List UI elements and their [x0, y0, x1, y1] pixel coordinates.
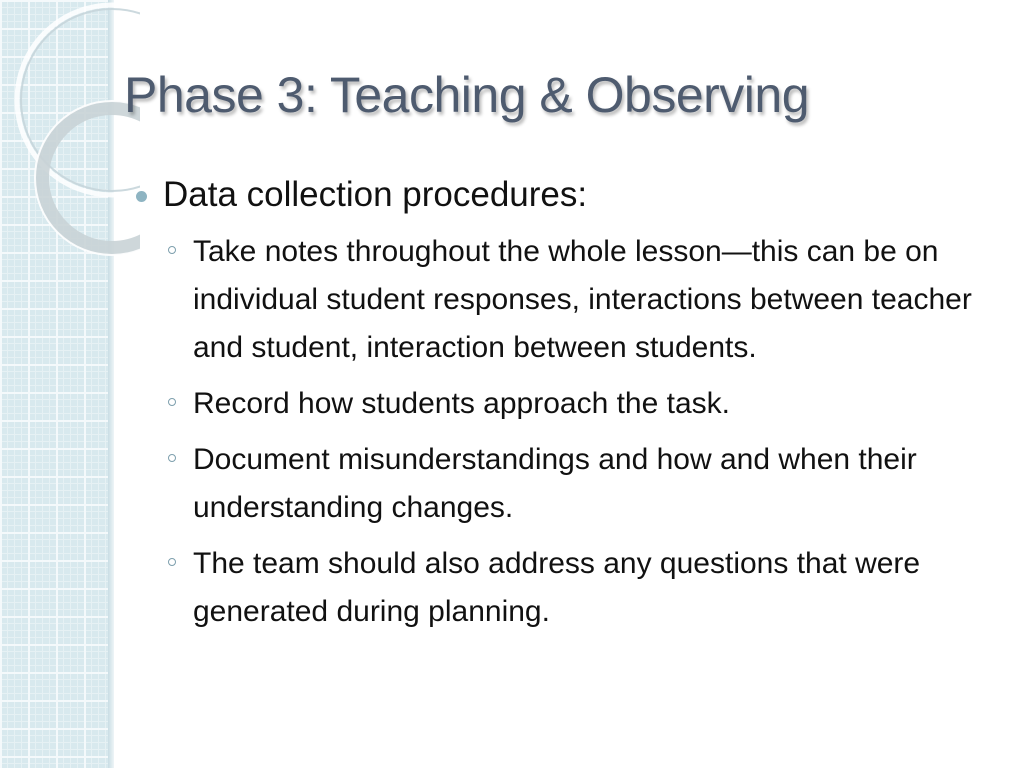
slide-content	[136, 172, 1006, 644]
bullet-ring-icon	[168, 454, 176, 462]
sub-bullet-text: The team should also address any questions that were generated during planning.	[193, 547, 921, 628]
sub-bullet	[136, 436, 1006, 532]
sub-bullet-text: Document misunderstandings and how and when their understanding changes.	[193, 443, 917, 524]
slide-title: Phase 3: Teaching & Observing	[124, 67, 810, 123]
bullet-dot-icon	[136, 191, 147, 202]
sub-bullet-text: Record how students approach the task.	[193, 387, 730, 420]
bullet-ring-icon	[168, 558, 176, 566]
bullet-text: Data collection procedures:	[163, 175, 588, 214]
sub-bullet	[136, 380, 1006, 428]
sub-bullet	[136, 228, 1006, 372]
sub-bullet	[136, 540, 1006, 636]
bullet-ring-icon	[168, 246, 176, 254]
bullet-ring-icon	[168, 398, 176, 406]
bullet-level1	[136, 172, 1006, 218]
decorative-circles	[0, 0, 140, 260]
sub-bullet-text: Take notes throughout the whole lesson—this can be on individual student responses, interactions between teacher and student, interaction between students.	[193, 235, 972, 364]
